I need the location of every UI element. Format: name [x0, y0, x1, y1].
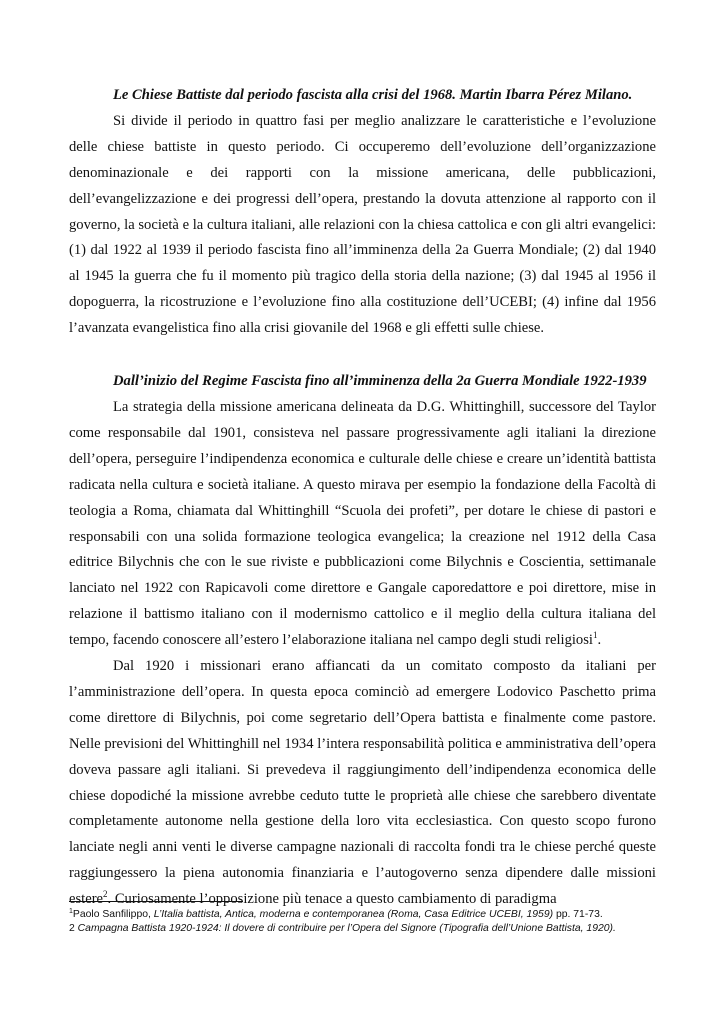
paragraph-3: [69, 654, 656, 913]
footnote-1-title: L’Italia battista, Antica, moderna e contemporanea (Roma, Casa Editrice UCEBI, 1959): [153, 909, 554, 920]
paragraph-3-end: . Curiosamente l’opposizione più tenace a questo cambiamento di paradigma: [107, 891, 557, 908]
footnote-2-text: Campagna Battista 1920-1924: Il dovere di contribuire per l’Opera del Signore (Tipografia dell’Unione Battista, 1920).: [77, 923, 616, 935]
section-heading: Dall’inizio del Regime Fascista fino all’imminenza della 2a Guerra Mondiale 1922-1939: [113, 373, 647, 390]
footnote-2-number: 2: [69, 923, 78, 935]
footnote-1: [69, 908, 656, 922]
paragraph-2-text: La strategia della missione americana delineata da D.G. Whittinghill, successore del Taylor come responsabile dal 1901, consisteva nel passare progressivamente agli italiani la direzione dell’opera, perseguire l’indipendenza economica e culturale delle chiese e creare un’identità battista radicata nella cultura e società italiane. A questo mirava per esempio la fondazione della Facoltà di teologia a Roma, chiamata dal Whittinghill “Scuola dei profeti”, per dotare le chiese di pastori e responsabili con una solida formazione teologica evangelica; la creazione nel 1912 della Casa editrice Bilychnis che con le sue riviste e pubblicazioni come Bilychnis e Coscientia, settimanale lanciato nel 1922 con Rapicavoli come direttore e Gangale caporedattore e poi direttore, mise in relazione il battismo italiano con il modernismo cattolico e il meglio della cultura italiana del tempo, facendo conoscere all’estero l’elaborazione italiana nel campo degli studi religiosi: [69, 398, 656, 649]
footnote-1-pages: pp. 71-73.: [553, 909, 603, 920]
footnote-1-author: Paolo Sanfilippo,: [72, 909, 154, 920]
footnotes: [69, 901, 656, 937]
footnote-divider: [69, 901, 243, 902]
footnote-2: [69, 922, 656, 936]
paragraph-2: [69, 395, 656, 654]
footnote-ref-1[interactable]: 1: [592, 630, 598, 641]
document-body: [69, 83, 656, 913]
paragraph-2-end: .: [597, 632, 602, 649]
footnote-ref-2[interactable]: 2: [103, 889, 108, 900]
footnote-1-number: 1: [69, 908, 73, 915]
paragraph-3-text: Dal 1920 i missionari erano affiancati da un comitato composto da italiani per l’amministrazione dell’opera. In questa epoca cominciò ad emergere Lodovico Paschetto prima come direttore di Bilychnis, poi come segretario dell’Opera battista e finalmente come pastore. Nelle previsioni del Whittinghill nel 1934 l’intera responsabilità politica e amministrativa dell’opera doveva passare agli italiani. Si prevedeva il raggiungimento dell’indipendenza economica delle chiese dopodiché la missione avrebbe ceduto tutte le proprietà alle chiese che sarebbero diventate completamente autonome nella gestione della loro vita ecclesiastica. Con questo scopo furono lanciate negli anni venti le diverse campagne nazionali di raccolta fondi tra le chiese perché queste raggiungessero la piena autonomia finanziaria e l’autogoverno senza dipendere dalle missioni estere: [69, 658, 656, 908]
document-title: Le Chiese Battiste dal periodo fascista alla crisi del 1968. Martin Ibarra Pérez Milano.: [113, 87, 633, 103]
intro-paragraph: Si divide il periodo in quattro fasi per meglio analizzare le caratteristiche e l’evoluzione delle chiese battiste in questo periodo. Ci occuperemo dell’evoluzione dell’organizzazione denominazionale e dei rapporti con la missione americana, delle pubblicazioni, dell’evangelizzazione e dei progressi dell’opera, prestando la dovuta attenzione al rapporto con il governo, la società e la cultura italiani, alle relazioni con la chiesa cattolica e con gli altri evangelici: (1) dal 1922 al 1939 il periodo fascista fino all’imminenza della 2a Guerra Mondiale; (2) dal 1940 al 1945 la guerra che fu il momento più tragico della storia della nazione; (3) dal 1945 al 1956 il dopoguerra, la ricostruzione e l’evoluzione fino alla costituzione dell’UCEBI; (4) infine dal 1956 l’avanzata evangelistica fino alla crisi giovanile del 1968 e gli effetti sulle chiese.: [69, 112, 656, 337]
